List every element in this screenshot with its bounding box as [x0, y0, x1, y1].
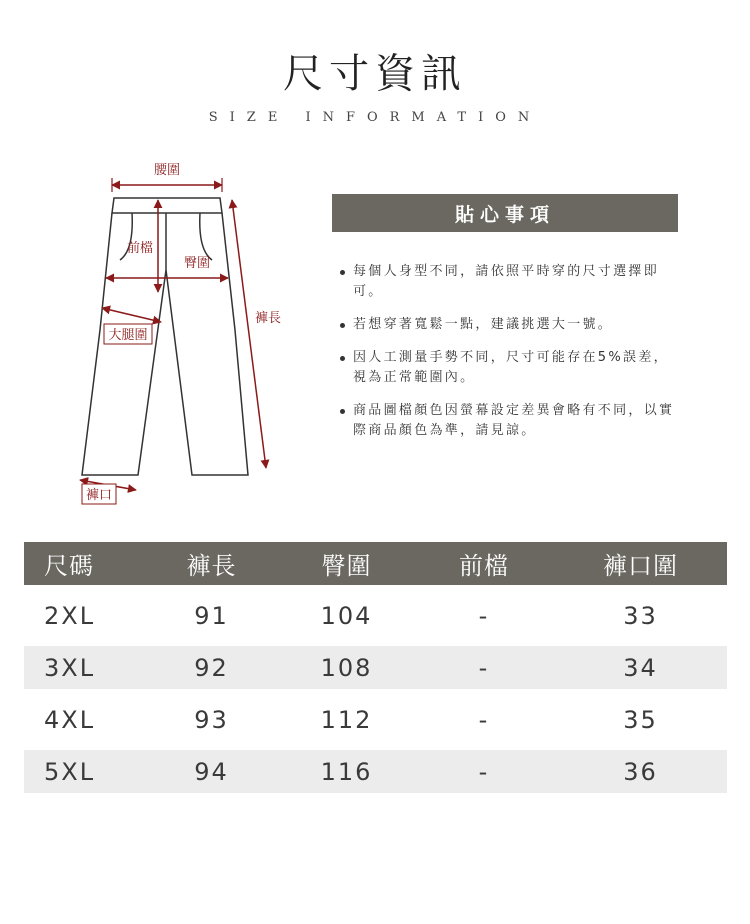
notes-list — [340, 262, 680, 454]
table-cell: - — [478, 757, 490, 786]
page-title: 尺寸資訊 — [283, 51, 467, 97]
length-label: 褲長 — [254, 311, 282, 326]
pants-measurement-diagram — [60, 150, 300, 510]
table-cell: 5XL — [44, 757, 96, 786]
hem-label: 褲口 — [85, 488, 113, 503]
column-header-length: 褲長 — [186, 552, 237, 580]
table-cell: 94 — [194, 757, 229, 786]
table-cell: 34 — [623, 653, 658, 682]
column-header-size: 尺碼 — [44, 552, 94, 580]
table-cell: 2XL — [44, 601, 96, 630]
hip-label: 臀圍 — [183, 256, 211, 271]
table-cell: 92 — [194, 653, 229, 682]
column-header-front-rise: 前檔 — [459, 552, 509, 580]
front-rise-label: 前檔 — [126, 241, 154, 256]
table-cell: 35 — [623, 705, 658, 734]
table-cell: 104 — [320, 601, 373, 630]
page-subtitle: SIZE INFORMATION — [208, 110, 542, 125]
size-table-header — [24, 542, 727, 585]
table-cell: 112 — [320, 705, 373, 734]
thigh-label: 大腿圍 — [108, 328, 148, 343]
note-item: 因人工測量手勢不同，尺寸可能存在5%誤差，視為正常範圍內。 — [340, 348, 680, 388]
table-cell: - — [478, 705, 490, 734]
table-cell: 93 — [194, 705, 229, 734]
note-item: 每個人身型不同，請依照平時穿的尺寸選擇即可。 — [340, 262, 680, 302]
table-row — [24, 698, 727, 741]
table-row — [24, 594, 727, 637]
table-row — [24, 646, 727, 689]
table-cell: 36 — [623, 757, 658, 786]
table-cell: 33 — [623, 601, 658, 630]
column-header-hem: 褲口圍 — [603, 552, 678, 580]
size-table — [24, 542, 727, 802]
waist-label: 腰圍 — [153, 163, 181, 178]
table-cell: 3XL — [44, 653, 96, 682]
table-cell: 116 — [320, 757, 373, 786]
table-cell: 108 — [320, 653, 373, 682]
notes-header: 貼心事項 — [332, 194, 678, 232]
table-cell: - — [478, 653, 490, 682]
note-item: 商品圖檔顏色因螢幕設定差異會略有不同，以實際商品顏色為準，請見諒。 — [340, 401, 680, 441]
table-cell: 91 — [194, 601, 229, 630]
note-item: 若想穿著寬鬆一點，建議挑選大一號。 — [340, 315, 680, 335]
table-cell: - — [478, 601, 490, 630]
column-header-hip: 臀圍 — [321, 552, 372, 580]
table-cell: 4XL — [44, 705, 96, 734]
table-row — [24, 750, 727, 793]
